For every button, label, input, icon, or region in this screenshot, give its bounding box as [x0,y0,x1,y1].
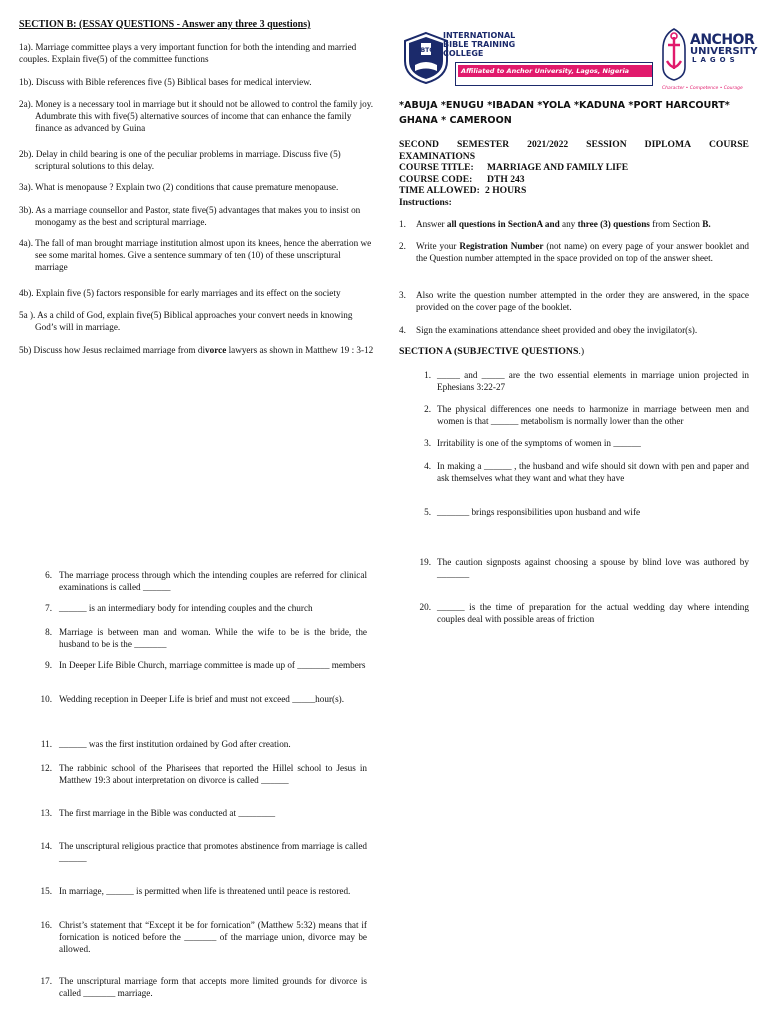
college-name: INTERNATIONAL BIBLE TRAINING COLLEGE [443,31,516,59]
question-8: 8. Marriage is between man and woman. While the wife to be is the bride, the husband to be is the _______ [45,627,367,649]
question-16: 16. Christ’s statement that “Except it be for fornication” (Matthew 5:32) means that if fornication is noticed before the _______ of the marriage union, divorce may be allowed. [40,920,367,954]
essay-question-2b: 2b). Delay in child bearing is one of the peculiar problems in marriage. Discuss five (5) scriptural solutions to this delay. [19,149,341,171]
question-19: 19. The caution signposts against choosing a spouse by blind love was authored by _______ [419,557,749,579]
university-tagline: Character • Competence • Courage [662,86,743,91]
question-1: 1. _____ and _____ are the two essential elements in marriage union projected in Ephesians 3:22-27 [424,370,749,392]
question-12: 12. The rabbinic school of the Pharisees that reported the Hillel school to Jesus in Matthew 19:3 about interpretation on divorce is called ______ [40,763,367,785]
campus-locations: *ABUJA *ENUGU *IBADAN *YOLA *KADUNA *PORT HARCOURT* GHANA * CAMEROON [399,100,730,126]
essay-question-1b: 1b). Discuss with Bible references five (5) Biblical bases for medical interview. [19,77,312,87]
question-11: 11. ______ was the first institution ordained by God after creation. [40,739,291,749]
essay-question-4a: 4a). The fall of man brought marriage institution almost upon its knees, hence the aberration we see some marital homes. Give a sentence summary of ten (10) of these unscriptural marriage [19,238,372,272]
question-4: 4. In making a ______ , the husband and wife should sit down with pen and paper and ask themselves what they want and what they have [424,461,749,483]
anchor-university-shield-icon [661,27,687,81]
essay-question-4b: 4b). Explain five (5) factors responsible for early marriages and its effect on the society [19,288,341,298]
essay-question-3b: 3b). As a marriage counsellor and Pastor, state five(5) advantages that makes you to insist on monogamy as the best and scriptural marriage. [19,205,361,227]
question-3: 3. Irritability is one of the symptoms of women in ______ [424,438,641,448]
instruction-2: 2. Write your Registration Number (not name) on every page of your answer booklet and the Question number attempted in the space provided on top of the answer sheet. [399,241,750,263]
course-title: COURSE TITLE: MARRIAGE AND FAMILY LIFE [399,162,629,173]
exam-header [399,139,749,208]
instructions-label: Instructions: [399,196,452,208]
question-17: 17. The unscriptural marriage form that accepts more limited grounds for divorce is called _______ marriage. [40,976,367,998]
question-15: 15. In marriage, ______ is permitted when life is threatened until peace is restored. [40,886,351,896]
instruction-3: 3. Also write the question number attempted in the order they are answered, in the space provided on the cover page of the booklet. [399,290,749,312]
exam-title-line: SECOND SEMESTER 2021/2022 SESSION DIPLOMA COURSE [399,139,749,150]
question-9: 9. In Deeper Life Bible Church, marriage committee is made up of _______ members [45,660,366,670]
essay-question-3a: 3a). What is menopause ? Explain two (2) conditions that cause premature menopause. [19,182,339,192]
question-5: 5. _______ brings responsibilities upon husband and wife [424,507,641,517]
question-10: 10. Wedding reception in Deeper Life is brief and must not exceed _____hour(s). [40,694,344,704]
instruction-1: 1. Answer all questions in SectionA and any three (3) questions from Section B. [399,219,711,229]
question-7: 7. ______ is an intermediary body for intending couples and the church [45,603,313,613]
question-2: 2. The physical differences one needs to harmonize in marriage between men and women is that ______ metabolism is normally lower than the other [424,404,749,426]
course-code: COURSE CODE: DTH 243 [399,173,525,185]
section-b-heading: SECTION B: (ESSAY QUESTIONS - Answer any three 3 questions) [19,19,311,30]
exam-title-line-2: EXAMINATIONS [399,150,476,162]
essay-question-2a: 2a). Money is a necessary tool in marriage but it should not be allowed to control the family joy. Adumbrate this with five(5) alternative sources of income that can enhance the family finance as advanced by Guina [19,99,374,133]
essay-question-1a: 1a). Marriage committee plays a very important function for both the intending and married couples. Explain five(5) of the committee functions [19,42,357,64]
essay-question-5b: 5b) Discuss how Jesus reclaimed marriage from divorce lawyers as shown in Matthew 19 : 3-12 [19,345,374,355]
university-name: ANCHOR UNIVERSITY LAGOS [690,32,758,64]
time-allowed: TIME ALLOWED: 2 HOURS [399,185,527,196]
instruction-4: 4. Sign the examinations attendance sheet provided and obey the invigilator(s). [399,325,698,335]
affiliation-banner: Affiliated to Anchor University, Lagos, Nigeria [458,65,652,77]
section-a-heading: SECTION A (SUBJECTIVE QUESTIONS.) [399,346,585,357]
ibtc-badge-text: IBTC [418,47,434,54]
essay-question-5a: 5a ). As a child of God, explain five(5) Biblical approaches your convert needs in knowing God’s will in marriage. [19,310,353,332]
question-20: 20. ______ is the time of preparation for the actual wedding day where intending couples deal with possible areas of friction [419,602,749,624]
question-13: 13. The first marriage in the Bible was conducted at ________ [40,808,276,818]
question-6: 6. The marriage process through which the intending couples are referred for clinical examinations is called ______ [45,570,367,592]
question-14: 14. The unscriptural religious practice that promotes abstinence from marriage is called ______ [40,841,367,863]
